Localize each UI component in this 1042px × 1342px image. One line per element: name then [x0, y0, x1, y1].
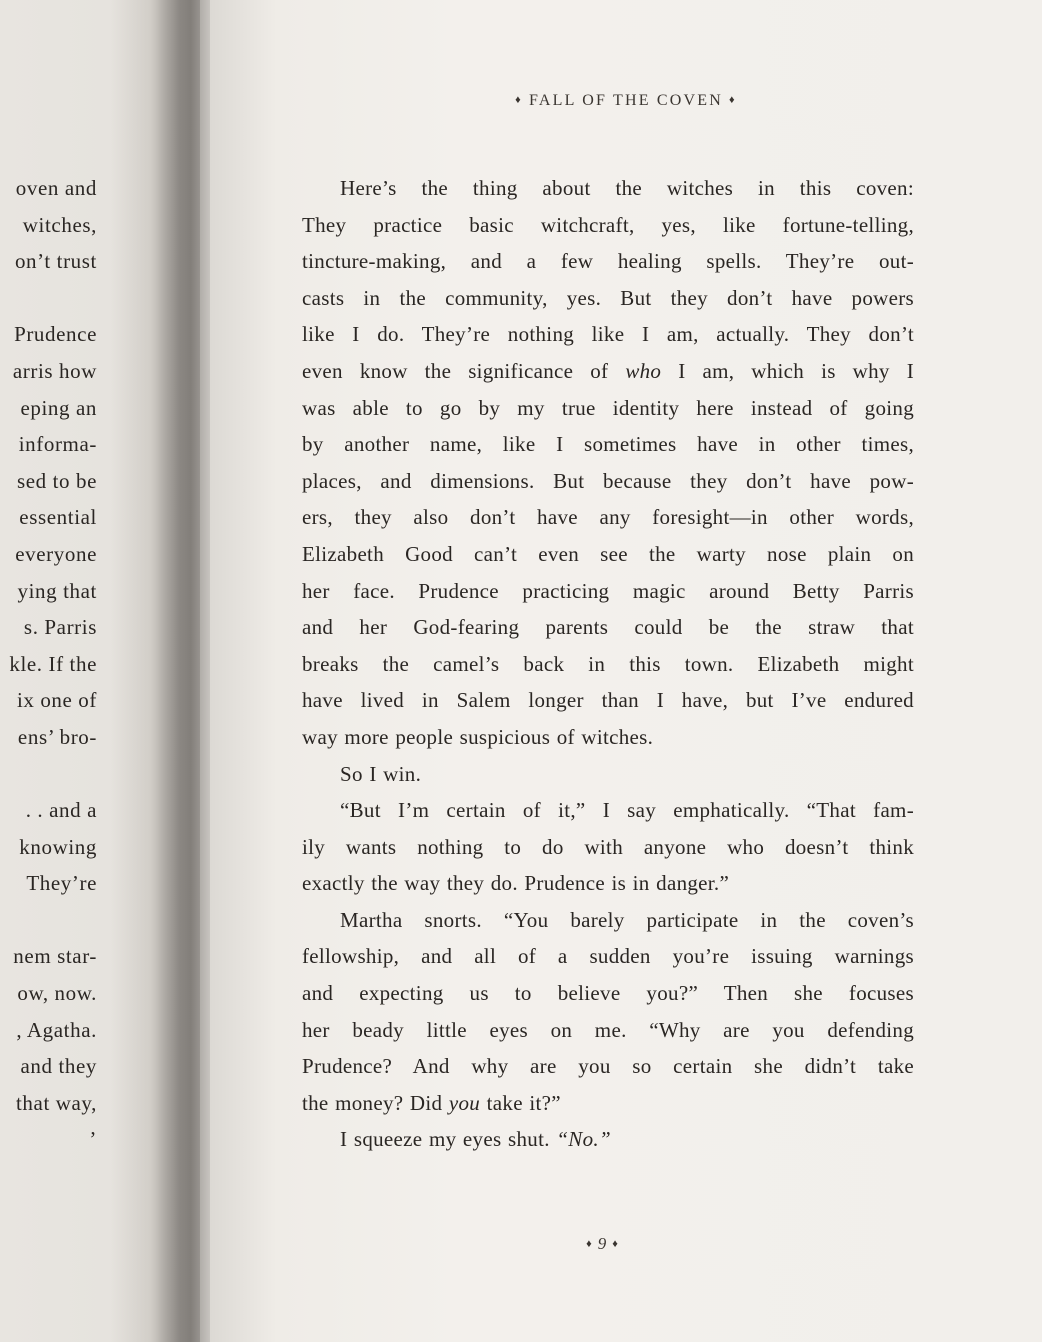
- text-run: have lived in Salem longer than I have, but I’ve endured: [302, 688, 914, 713]
- left-page-line: ’: [89, 1127, 97, 1152]
- left-page-line: . . and a: [25, 798, 97, 823]
- text-run: was able to go by my true identity here instead of going: [302, 395, 914, 420]
- left-page-line: essential: [19, 505, 97, 530]
- left-page-text: [9, 170, 97, 1158]
- diamond-ornament-icon: ♦: [586, 1238, 592, 1250]
- page-number: [210, 1234, 994, 1254]
- text-line: [302, 390, 914, 427]
- paragraph: [302, 1121, 914, 1158]
- text-run: I squeeze my eyes shut.: [340, 1127, 557, 1152]
- text-run: They practice basic witchcraft, yes, like fortune-telling,: [302, 212, 914, 237]
- text-line: [302, 829, 914, 866]
- left-page-line: everyone: [15, 541, 97, 566]
- text-line: [302, 756, 914, 793]
- text-run: fellowship, and all of a sudden you’re issuing warnings: [302, 944, 914, 969]
- text-run: places, and dimensions. But because they don’t have pow-: [302, 468, 914, 493]
- text-run: by another name, like I sometimes have in other times,: [302, 432, 914, 457]
- left-page-line: nem star-: [13, 944, 97, 969]
- diamond-ornament-icon: ♦: [612, 1238, 618, 1250]
- text-line: [302, 865, 914, 902]
- text-line: [302, 792, 914, 829]
- italic-text: “No.”: [556, 1127, 611, 1152]
- diamond-ornament-icon: ♦: [729, 94, 737, 106]
- left-page-line: ix one of: [16, 688, 97, 713]
- left-page-line: [9, 756, 97, 793]
- left-page-line: on’t trust: [14, 249, 97, 274]
- text-run: breaks the camel’s back in this town. Elizabeth might: [302, 651, 914, 676]
- left-page-line: , Agatha.: [16, 1017, 97, 1042]
- left-page-line: eping an: [20, 395, 97, 420]
- text-line: [302, 682, 914, 719]
- text-line: [302, 719, 914, 756]
- text-line: [302, 499, 914, 536]
- left-page-line: They’re: [26, 871, 97, 896]
- paragraph: [302, 792, 914, 902]
- text-run: take it?”: [480, 1090, 561, 1115]
- left-page-line: kle. If the: [9, 651, 97, 676]
- paragraph: [302, 170, 914, 756]
- text-run: “But I’m certain of it,” I say emphatically. “That fam-: [340, 798, 914, 823]
- text-run: So I win.: [340, 761, 422, 786]
- left-page-line: oven and: [15, 176, 97, 200]
- text-line: [302, 1085, 914, 1122]
- text-line: [302, 1121, 914, 1158]
- text-run: casts in the community, yes. But they don’t have powers: [302, 285, 914, 310]
- text-line: [302, 975, 914, 1012]
- left-page-line: that way,: [15, 1090, 97, 1115]
- body-text: [302, 170, 914, 1158]
- left-page-line: Prudence: [14, 322, 97, 347]
- left-page-line: witches,: [22, 212, 97, 237]
- text-run: tincture-making, and a few healing spells. They’re out-: [302, 249, 914, 274]
- text-run: way more people suspicious of witches.: [302, 724, 654, 749]
- text-run: and her God-fearing parents could be the straw that: [302, 615, 914, 640]
- left-page-line: and they: [20, 1054, 97, 1079]
- italic-text: you: [448, 1090, 481, 1115]
- text-run: Elizabeth Good can’t even see the warty nose plain on: [302, 541, 914, 566]
- paragraph: [302, 756, 914, 793]
- text-line: [302, 280, 914, 317]
- text-run: Martha snorts. “You barely participate in the coven’s: [340, 907, 914, 932]
- text-line: [302, 353, 914, 390]
- text-line: [302, 902, 914, 939]
- text-line: [302, 573, 914, 610]
- diamond-ornament-icon: ♦: [515, 94, 523, 106]
- text-line: [302, 1012, 914, 1049]
- text-run: like I do. They’re nothing like I am, actually. They don’t: [302, 322, 914, 347]
- text-run: Prudence? And why are you so certain she didn’t take: [302, 1054, 914, 1079]
- text-line: [302, 316, 914, 353]
- left-page-line: s. Parris: [23, 615, 97, 640]
- text-line: [302, 243, 914, 280]
- paragraph: [302, 902, 914, 1122]
- text-run: Here’s the thing about the witches in this coven:: [340, 176, 914, 200]
- text-line: [302, 938, 914, 975]
- left-page-line: sed to be: [16, 468, 97, 493]
- text-run: ers, they also don’t have any foresight—in other words,: [302, 505, 914, 530]
- left-page-line: [9, 902, 97, 939]
- left-page-line: ens’ bro-: [17, 724, 97, 749]
- text-run: and expecting us to believe you?” Then she focuses: [302, 981, 914, 1006]
- text-run: the money? Did: [302, 1090, 449, 1115]
- left-page-line: arris how: [12, 358, 97, 383]
- left-page-line: ying that: [17, 578, 97, 603]
- text-line: [302, 170, 914, 207]
- text-run: I am, which is why I: [661, 358, 914, 383]
- italic-text: who: [625, 358, 662, 383]
- text-line: [302, 646, 914, 683]
- text-line: [302, 463, 914, 500]
- running-header-title: FALL OF THE COVEN: [529, 92, 723, 109]
- running-header: [210, 92, 1042, 110]
- right-page: [210, 0, 1042, 1342]
- text-run: exactly the way they do. Prudence is in danger.”: [302, 871, 730, 896]
- left-page-line: [9, 280, 97, 317]
- text-line: [302, 536, 914, 573]
- text-run: her face. Prudence practicing magic around Betty Parris: [302, 578, 914, 603]
- text-line: [302, 426, 914, 463]
- text-line: [302, 207, 914, 244]
- text-run: ily wants nothing to do with anyone who doesn’t think: [302, 834, 914, 859]
- text-run: even know the significance of: [302, 358, 626, 383]
- page-number-value: 9: [597, 1234, 607, 1253]
- text-line: [302, 609, 914, 646]
- text-run: her beady little eyes on me. “Why are you defending: [302, 1017, 914, 1042]
- left-page-line: ow, now.: [17, 981, 97, 1006]
- left-page-line: knowing: [19, 834, 97, 859]
- left-page-line: informa-: [18, 432, 97, 457]
- text-line: [302, 1048, 914, 1085]
